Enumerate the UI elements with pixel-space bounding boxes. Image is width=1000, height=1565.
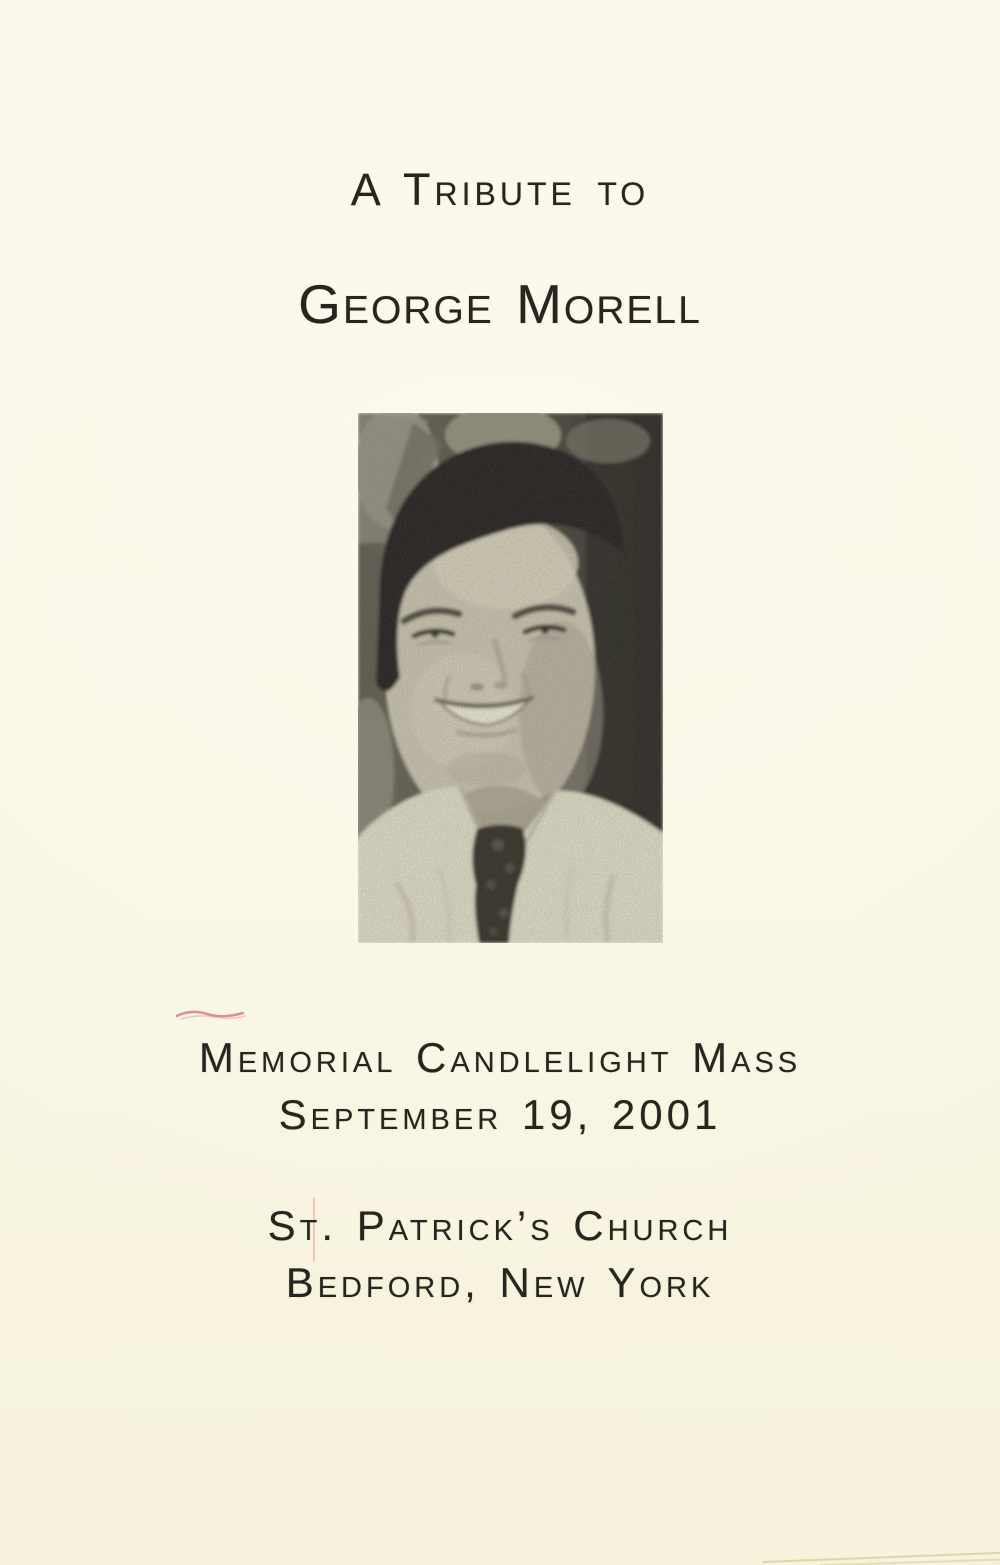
honoree-name: George Morell <box>298 273 702 335</box>
red-pen-mark <box>175 1007 247 1023</box>
tribute-heading: A Tribute to <box>350 164 650 215</box>
venue-name: St. Patrick’s Church <box>267 1202 733 1249</box>
venue-location: Bedford, New York <box>285 1259 715 1306</box>
event-title: Memorial Candlelight Mass <box>198 1034 802 1081</box>
event-date: September 19, 2001 <box>278 1091 722 1138</box>
portrait-photo <box>358 413 663 943</box>
